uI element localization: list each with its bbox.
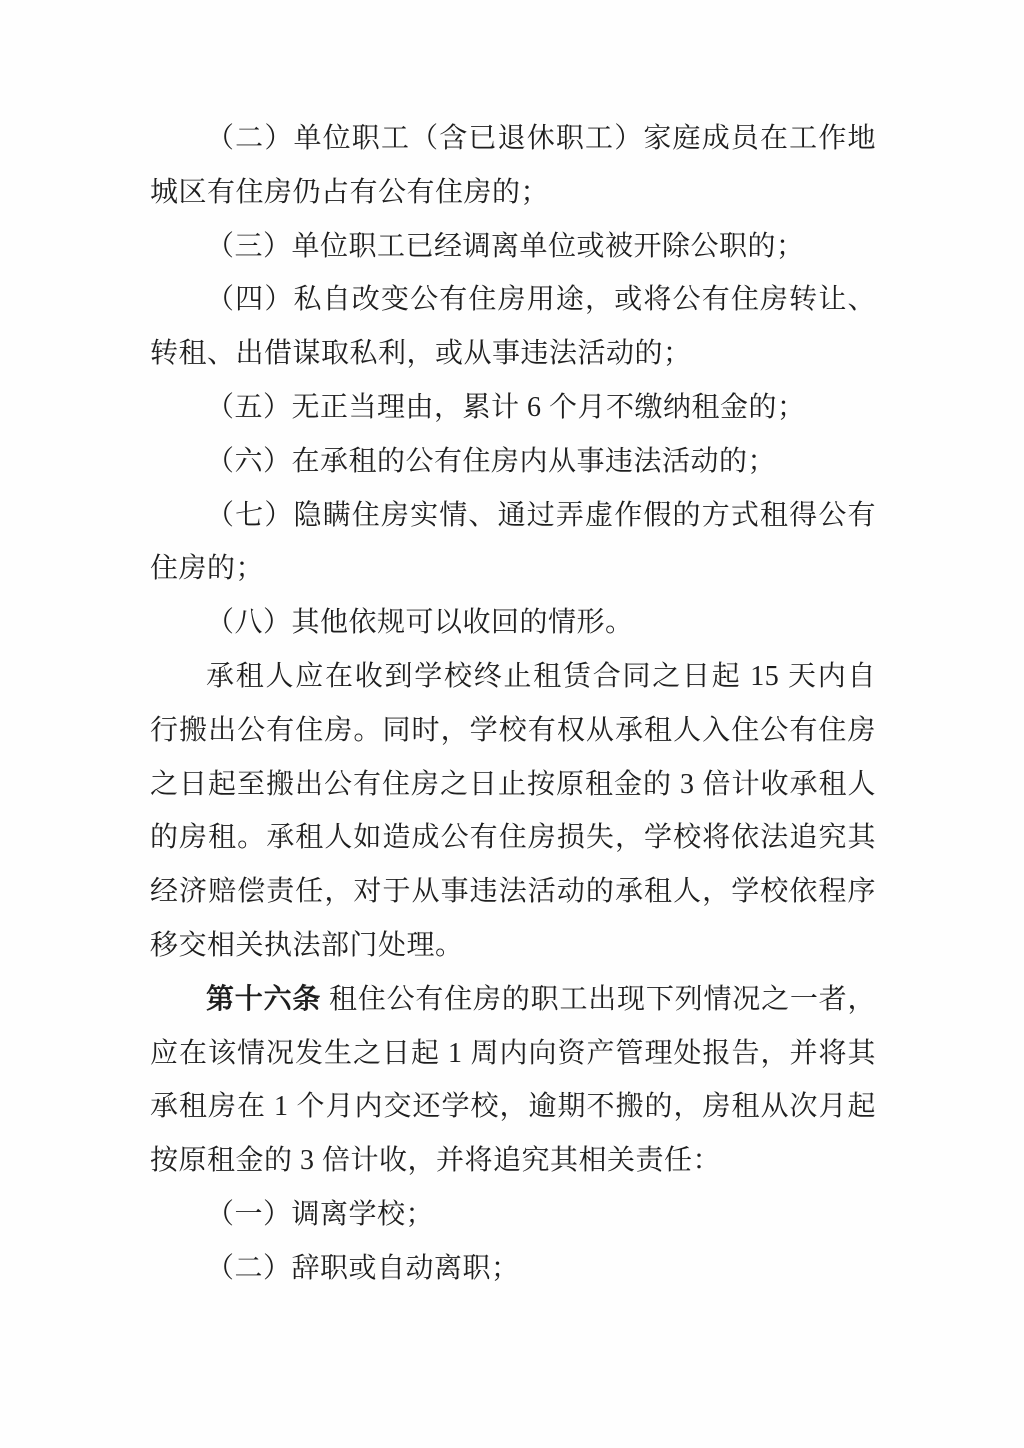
- paragraph: （六）在承租的公有住房内从事违法活动的；: [206, 445, 777, 477]
- paragraph: （二）单位职工（含已退休职工）家庭成员在工作地城区有住房仍占有公有住房的；: [150, 123, 876, 208]
- article-heading: 第十六条: [206, 983, 322, 1015]
- paragraph: （三）单位职工已经调离单位或被开除公职的；: [206, 230, 805, 262]
- paragraph: 第十六条 租住公有住房的职工出现下列情况之一者，应在该情况发生之日起 1 周内向资产管理处报告，并将其承租房在 1 个月内交还学校，逾期不搬的，房租从次月起按原租金的 3 倍计收，并将追究其相关责任：: [150, 983, 876, 1177]
- paragraph: （一）调离学校；: [206, 1198, 435, 1230]
- paragraph: （五）无正当理由，累计 6 个月不缴纳租金的；: [206, 391, 806, 423]
- paragraph: （二）辞职或自动离职；: [206, 1252, 520, 1284]
- document-body: [150, 112, 876, 1296]
- paragraph: （七）隐瞒住房实情、通过弄虚作假的方式租得公有住房的；: [150, 499, 876, 585]
- paragraph: （四）私自改变公有住房用途，或将公有住房转让、转租、出借谋取私利，或从事违法活动的；: [150, 284, 876, 370]
- paragraph: （八）其他依规可以收回的情形。: [206, 607, 634, 639]
- paragraph: 承租人应在收到学校终止租赁合同之日起 15 天内自行搬出公有住房。同时，学校有权从承租人入住公有住房之日起至搬出公有住房之日止按原租金的 3 倍计收承租人的房租。承租人如造成公有住房损失，学校将依法追究其经济赔偿责任，对于从事违法活动的承租人，学校依程序移交相关执法部门处理。: [150, 660, 876, 961]
